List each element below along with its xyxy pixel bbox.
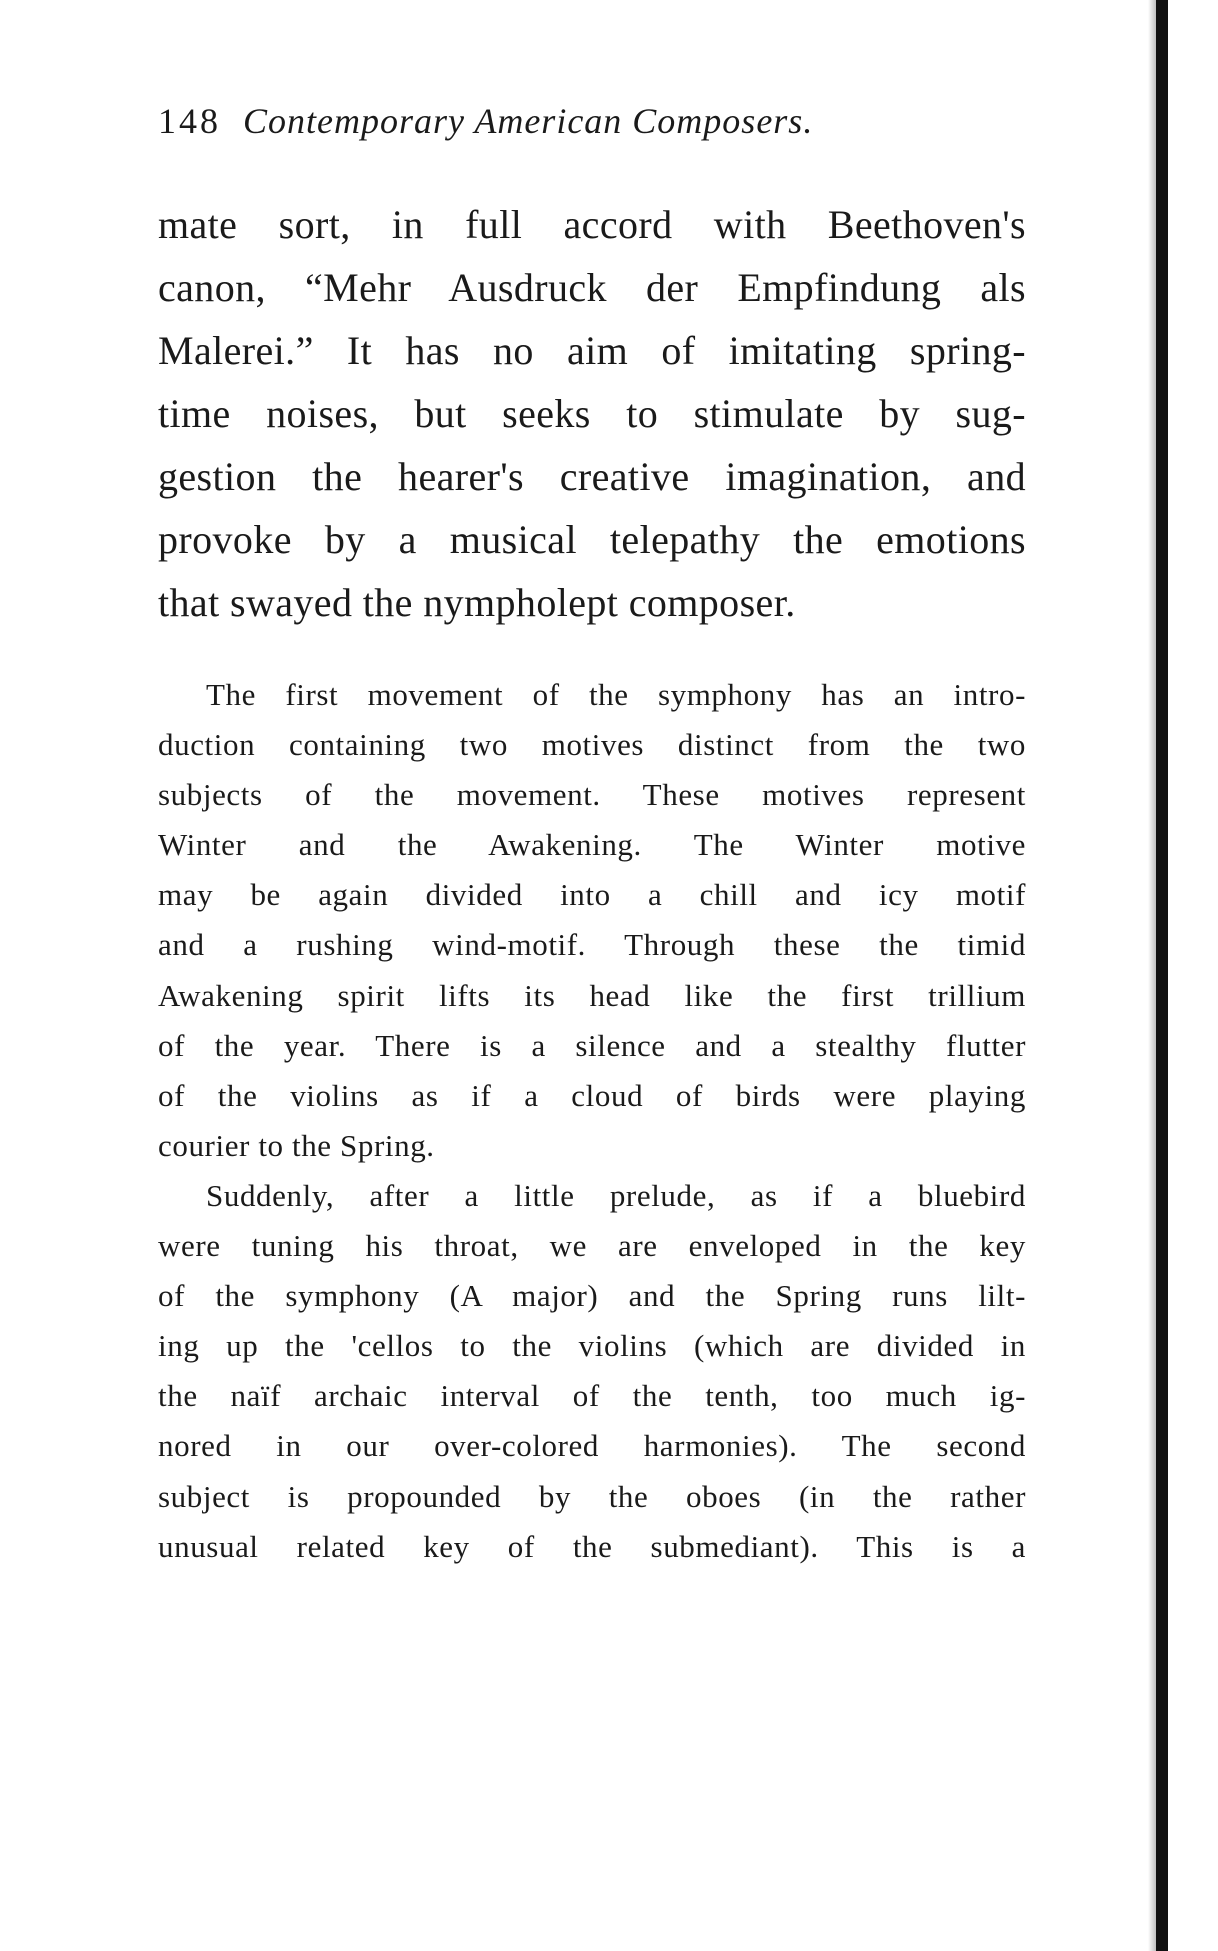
text-line: subject is propounded by the oboes (in the rather bbox=[158, 1478, 1026, 1514]
book-title: Contemporary American Composers. bbox=[243, 101, 814, 141]
text-line: of the year. There is a silence and a stealthy flutter bbox=[158, 1027, 1026, 1063]
text-line: the naïf archaic interval of the tenth, too much ig- bbox=[158, 1378, 1026, 1414]
text-line: of the symphony (A major) and the Spring runs lilt- bbox=[158, 1278, 1026, 1314]
text-line: unusual related key of the submediant). This is a bbox=[158, 1528, 1026, 1564]
text-line: mate sort, in full accord with Beethoven's bbox=[158, 202, 1026, 247]
page-binding-edge bbox=[1156, 0, 1168, 1951]
text-line: duction containing two motives distinct from the two bbox=[158, 727, 1026, 763]
running-head bbox=[158, 100, 813, 142]
text-line: provoke by a musical telepathy the emotions bbox=[158, 517, 1026, 562]
paragraph-first-movement bbox=[158, 670, 1026, 1171]
text-line: Suddenly, after a little prelude, as if a bluebird bbox=[206, 1177, 1026, 1213]
body-text bbox=[158, 670, 1026, 1572]
text-line: subjects of the movement. These motives represent bbox=[158, 777, 1026, 813]
text-line: nored in our over-colored harmonies). The second bbox=[158, 1428, 1026, 1464]
text-line: gestion the hearer's creative imagination, and bbox=[158, 454, 1026, 499]
text-line: Malerei.” It has no aim of imitating spring- bbox=[158, 328, 1026, 373]
text-line: canon, “Mehr Ausdruck der Empfindung als bbox=[158, 265, 1026, 310]
page-number: 148 bbox=[158, 101, 221, 141]
text-line: may be again divided into a chill and icy motif bbox=[158, 877, 1026, 913]
text-line: Winter and the Awakening. The Winter motive bbox=[158, 827, 1026, 863]
text-line: courier to the Spring. bbox=[158, 1127, 435, 1163]
text-line: ing up the 'cellos to the violins (which are divided in bbox=[158, 1328, 1026, 1364]
large-type-paragraph bbox=[158, 193, 1026, 634]
paragraph-spring-theme bbox=[158, 1171, 1026, 1572]
text-line: Awakening spirit lifts its head like the first trillium bbox=[158, 977, 1026, 1013]
text-line: time noises, but seeks to stimulate by sug- bbox=[158, 391, 1026, 436]
text-line: that swayed the nympholept composer. bbox=[158, 580, 796, 625]
text-line: The first movement of the symphony has an intro- bbox=[206, 677, 1026, 712]
text-line: of the violins as if a cloud of birds were playing bbox=[158, 1077, 1026, 1113]
text-line: and a rushing wind-motif. Through these the timid bbox=[158, 927, 1026, 963]
binding-shadow bbox=[1148, 0, 1156, 1951]
text-line: were tuning his throat, we are enveloped in the key bbox=[158, 1228, 1026, 1264]
